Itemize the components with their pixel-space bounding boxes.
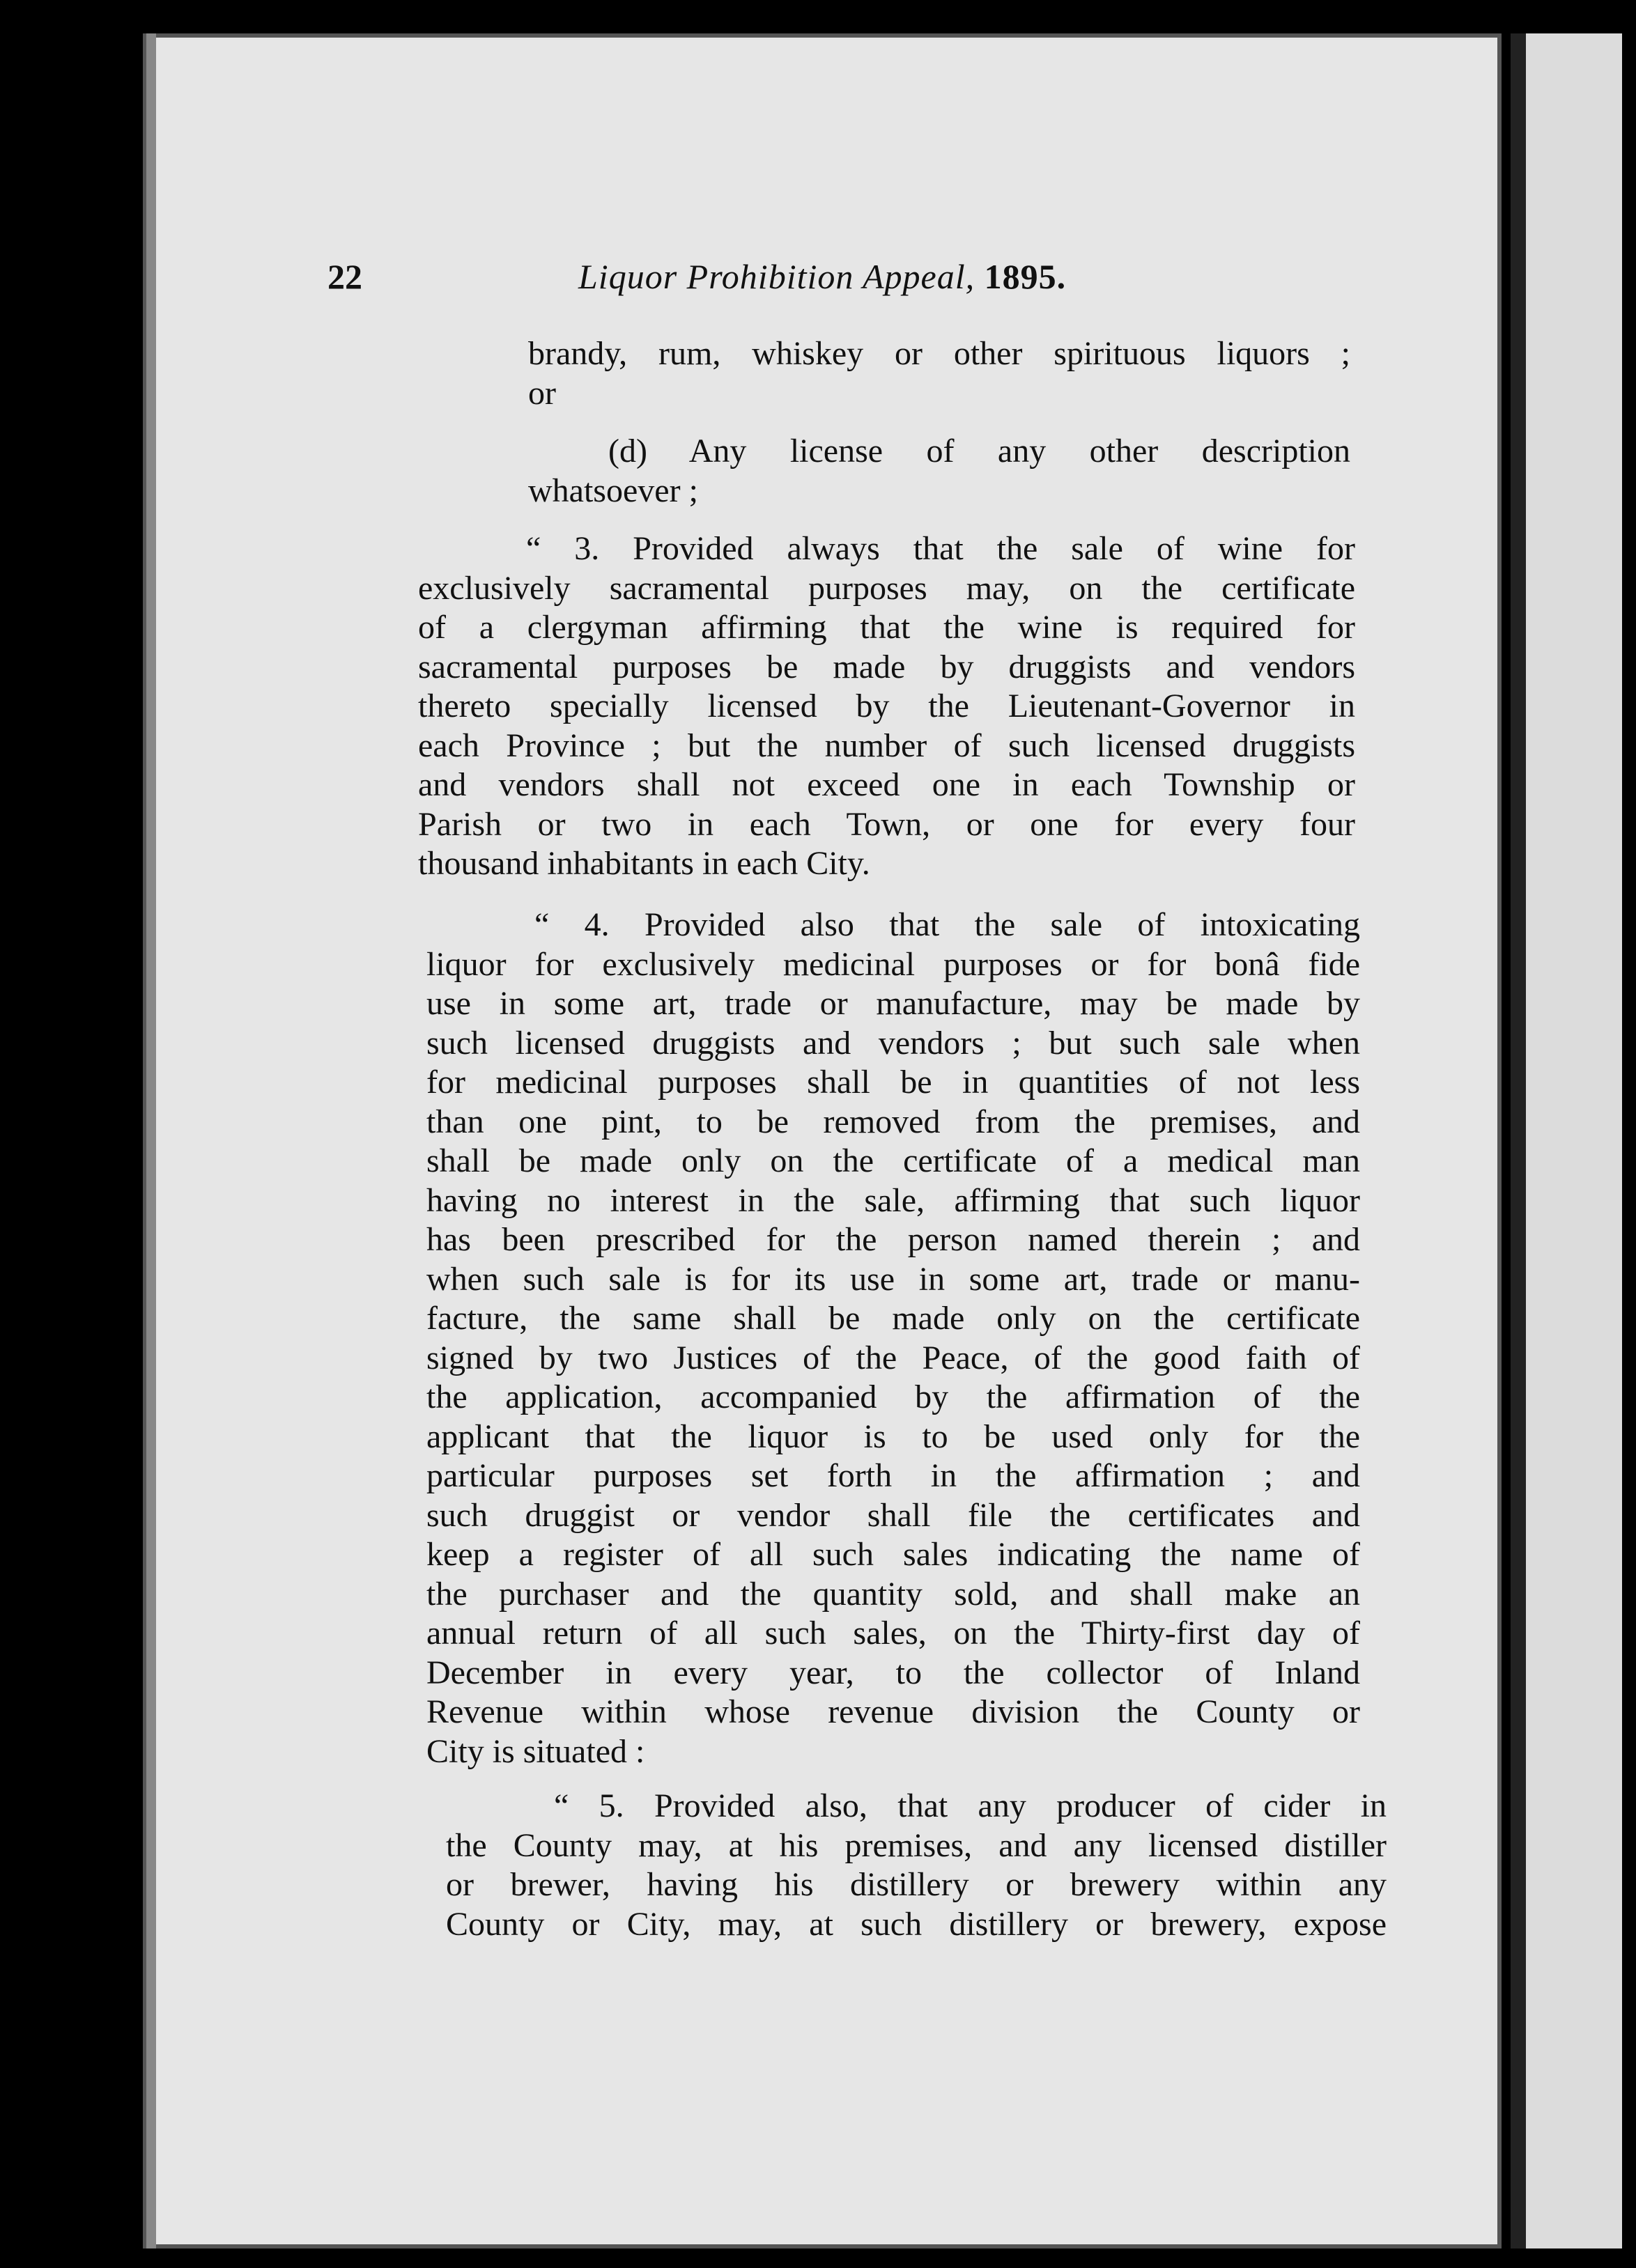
text-line: “ 3. Provided always that the sale of wine for bbox=[526, 530, 1355, 567]
text-line: each Province ; but the number of such licensed druggists bbox=[418, 727, 1355, 764]
text-line: when such sale is for its use in some art, trade or manu- bbox=[426, 1260, 1360, 1298]
text-line: exclusively sacramental purposes may, on the certificate bbox=[418, 569, 1355, 607]
text-line: “ 4. Provided also that the sale of intoxicating bbox=[534, 906, 1360, 943]
text-line: Revenue within whose revenue division the County or bbox=[426, 1693, 1360, 1730]
text-line: December in every year, to the collector of Inland bbox=[426, 1654, 1360, 1691]
paragraph-section-4 bbox=[426, 906, 1360, 1771]
text-line: particular purposes set forth in the affirmation ; and bbox=[426, 1457, 1360, 1494]
text-line: the purchaser and the quantity sold, and shall make an bbox=[426, 1575, 1360, 1613]
text-line: such druggist or vendor shall file the certificates and bbox=[426, 1496, 1360, 1534]
text-line: signed by two Justices of the Peace, of the good faith of bbox=[426, 1339, 1360, 1376]
text-line: the County may, at his premises, and any licensed distiller bbox=[446, 1826, 1387, 1864]
text-line: liquor for exclusively medicinal purposes or for bonâ fide bbox=[426, 945, 1360, 983]
text-line: brandy, rum, whiskey or other spirituous liquors ; bbox=[528, 335, 1350, 372]
text-line: for medicinal purposes shall be in quantities of not less bbox=[426, 1064, 1360, 1101]
page-binding-edge bbox=[146, 33, 156, 2248]
paragraph-section-5 bbox=[446, 1787, 1387, 1944]
running-title bbox=[578, 256, 1066, 297]
text-line: use in some art, trade or manufacture, may be made by bbox=[426, 985, 1360, 1022]
text-line: Parish or two in each Town, or one for every four bbox=[418, 805, 1355, 843]
text-line: applicant that the liquor is to be used only for the bbox=[426, 1418, 1360, 1455]
paragraph-continuation bbox=[528, 334, 1350, 413]
gutter-shadow bbox=[1511, 33, 1526, 2248]
text-line: whatsoever ; bbox=[528, 472, 698, 509]
text-line: annual return of all such sales, on the Thirty-first day of bbox=[426, 1615, 1360, 1652]
text-line: keep a register of all such sales indicating the name of bbox=[426, 1536, 1360, 1573]
running-title-text: Liquor Prohibition Appeal, bbox=[578, 257, 975, 296]
text-line: of a clergyman affirming that the wine is required for bbox=[418, 609, 1355, 646]
page-number: 22 bbox=[327, 257, 362, 296]
text-line: County or City, may, at such distillery or brewery, expose bbox=[446, 1905, 1387, 1943]
text-line: shall be made only on the certificate of a medical man bbox=[426, 1142, 1360, 1179]
text-line: (d) Any license of any other description bbox=[608, 433, 1350, 469]
text-line: thousand inhabitants in each City. bbox=[418, 845, 870, 882]
running-header bbox=[327, 256, 1373, 305]
text-line: has been prescribed for the person named therein ; and bbox=[426, 1221, 1360, 1258]
text-line: facture, the same shall be made only on the certificate bbox=[426, 1300, 1360, 1337]
text-line: thereto specially licensed by the Lieutenant-Governor in bbox=[418, 688, 1355, 724]
text-line: the application, accompanied by the affirmation of the bbox=[426, 1378, 1360, 1415]
text-line: having no interest in the sale, affirming that such liquor bbox=[426, 1181, 1360, 1219]
text-line: than one pint, to be removed from the premises, and bbox=[426, 1103, 1360, 1140]
paragraph-clause-d bbox=[528, 432, 1350, 511]
text-line: City is situated : bbox=[426, 1732, 645, 1770]
text-line: “ 5. Provided also, that any producer of cider in bbox=[554, 1787, 1387, 1824]
adjacent-page-edge bbox=[1511, 33, 1622, 2248]
text-line: or brewer, having his distillery or brewery within any bbox=[446, 1866, 1387, 1903]
text-line: and vendors shall not exceed one in each Township or bbox=[418, 766, 1355, 803]
running-title-year: 1895. bbox=[984, 257, 1067, 296]
text-line: such licensed druggists and vendors ; but such sale when bbox=[426, 1024, 1360, 1062]
text-line: or bbox=[528, 374, 556, 412]
paragraph-section-3 bbox=[418, 529, 1355, 884]
text-line: sacramental purposes be made by druggists and vendors bbox=[418, 648, 1355, 685]
